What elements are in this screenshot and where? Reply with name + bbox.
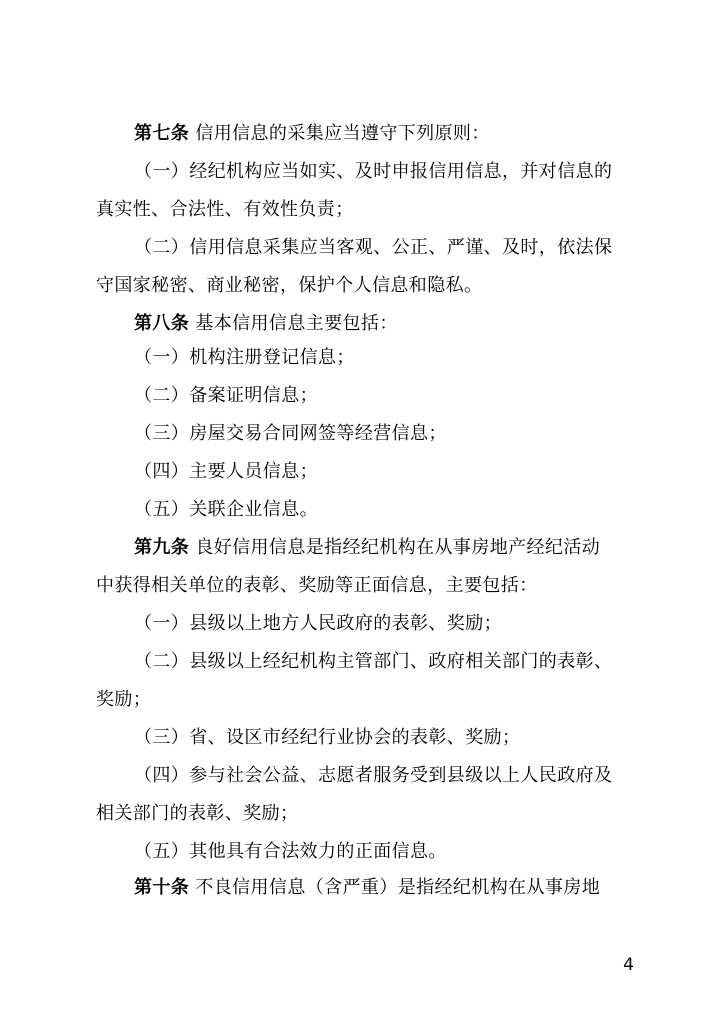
line-text: （四）参与社会公益、志愿者服务受到县级以上人民政府及: [134, 765, 613, 786]
article-heading: 第八条: [134, 313, 190, 334]
line-text: 奖励；: [96, 689, 152, 710]
list-item: [134, 726, 674, 750]
list-item: [134, 460, 674, 484]
list-item: [134, 346, 674, 370]
list-item: [134, 612, 674, 636]
text-line: [134, 236, 674, 260]
text-line: [96, 688, 636, 712]
line-text: 基本信用信息主要包括：: [195, 313, 398, 334]
article-7-line: [134, 122, 674, 146]
text-line: [96, 198, 636, 222]
article-8-line: [134, 312, 674, 336]
text-line: [96, 274, 636, 298]
line-text: （三）房屋交易合同网签等经营信息；: [134, 423, 447, 444]
line-text: 中获得相关单位的表彰、奖励等正面信息，主要包括：: [96, 575, 538, 596]
article-heading: 第九条: [134, 537, 190, 558]
line-text: 不良信用信息（含严重）是指经纪机构在从事房地: [195, 877, 601, 898]
line-text: （一）县级以上地方人民政府的表彰、奖励；: [134, 613, 502, 634]
text-line: [134, 160, 674, 184]
line-text: （一）经纪机构应当如实、及时申报信用信息，并对信息的: [134, 161, 613, 182]
line-text: 相关部门的表彰、奖励；: [96, 803, 299, 824]
line-text: （五）关联企业信息。: [134, 499, 318, 520]
article-9-line: [134, 536, 674, 560]
article-10-line: [134, 876, 674, 900]
list-item: [134, 650, 674, 674]
line-text: （三）省、设区市经纪行业协会的表彰、奖励；: [134, 727, 521, 748]
list-item: [134, 498, 674, 522]
line-text: 守国家秘密、商业秘密，保护个人信息和隐私。: [96, 275, 483, 296]
line-text: 真实性、合法性、有效性负责；: [96, 199, 354, 220]
line-text: 信用信息的采集应当遵守下列原则：: [195, 123, 490, 144]
line-text: （一）机构注册登记信息；: [134, 347, 355, 368]
text-line: [96, 574, 636, 598]
line-text: （五）其他具有合法效力的正面信息。: [134, 841, 447, 862]
list-item: [134, 384, 674, 408]
line-text: （二）备案证明信息；: [134, 385, 318, 406]
list-item: [134, 764, 674, 788]
line-text: 良好信用信息是指经纪机构在从事房地产经纪活动: [195, 537, 601, 558]
list-item: [134, 422, 674, 446]
list-item: [134, 840, 674, 864]
line-text: （四）主要人员信息；: [134, 461, 318, 482]
line-text: （二）县级以上经纪机构主管部门、政府相关部门的表彰、: [134, 651, 613, 672]
line-text: （二）信用信息采集应当客观、公正、严谨、及时，依法保: [134, 237, 613, 258]
article-heading: 第十条: [134, 877, 190, 898]
article-heading: 第七条: [134, 123, 190, 144]
page-number: 4: [623, 955, 634, 975]
text-line: [96, 802, 636, 826]
